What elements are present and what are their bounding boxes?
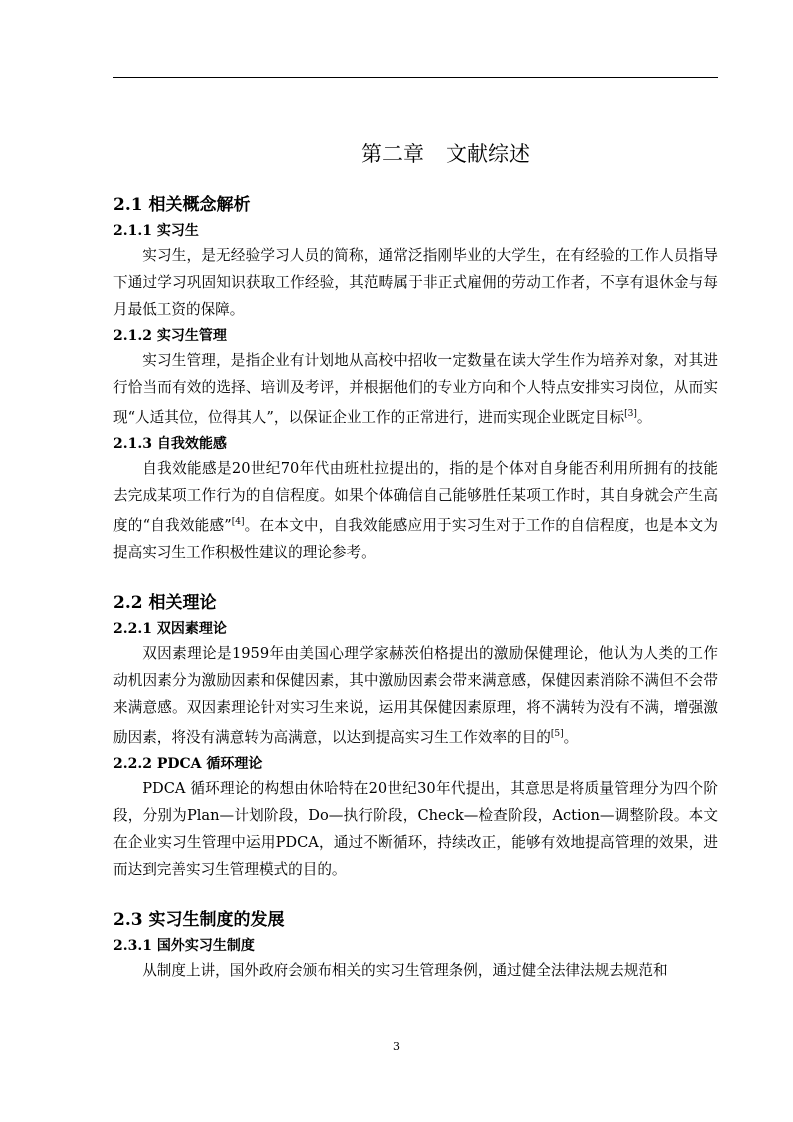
chapter-title <box>113 140 718 168</box>
page-number: 3 <box>393 1040 400 1053</box>
paragraph: 从制度上讲，国外政府会颁布相关的实习生管理条例，通过健全法律法规去规范和 <box>142 961 668 979</box>
paragraph: 自我效能感是20世纪70年代由班杜拉提出的，指的是个体对自身能否利用所拥有的技能去完成某项工作行为的自信程度。如果个体确信自己能够胜任某项工作时，其自身就会产生高度的“自我效能感”[4]。在本文中，自我效能感应用于实习生对于工作的自信程度，也是本文为提高实习生工作积极性建议的理论参考。 <box>113 459 718 561</box>
chapter-name: 文献综述 <box>446 142 530 166</box>
subsection-heading: 2.1.1 实习生 <box>113 223 199 239</box>
paragraph: 实习生，是无经验学习人员的简称，通常泛指刚毕业的大学生，在有经验的工作人员指导下通过学习巩固知识获取工作经验，其范畴属于非正式雇佣的劳动工作者，不享有退休金与每月最低工资的保障。 <box>113 247 718 318</box>
paragraph: 双因素理论是1959年由美国心理学家赫茨伯格提出的激励保健理论，他认为人类的工作动机因素分为激励因素和保健因素，其中激励因素会带来满意感，保健因素消除不满但不会带来满意感。双因素理论针对实习生来说，运用其保健因素原理，将不满转为没有不满，增强激励因素，将没有满意转为高满意，以达到提高实习生工作效率的目的[5]。 <box>113 644 718 746</box>
section-heading: 2.2 相关理论 <box>113 592 217 613</box>
paragraph: 实习生管理，是指企业有计划地从高校中招收一定数量在读大学生作为培养对象，对其进行恰当而有效的选择、培训及考评，并根据他们的专业方向和个人特点安排实习岗位，从而实现“人适其位，位得其人”，以保证企业工作的正常进行，进而实现企业既定目标[3]。 <box>113 352 718 426</box>
subsection-heading: 2.1.2 实习生管理 <box>113 328 227 344</box>
chapter-number: 第二章 <box>361 142 424 166</box>
subsection-heading: 2.2.2 PDCA 循环理论 <box>113 755 263 772</box>
subsection-heading: 2.3.1 国外实习生制度 <box>113 937 255 954</box>
section-heading: 2.1 相关概念解析 <box>113 195 251 215</box>
subsection-heading: 2.1.3 自我效能感 <box>113 435 227 452</box>
header-rule <box>113 77 718 78</box>
section-heading: 2.3 实习生制度的发展 <box>113 909 285 930</box>
subsection-heading: 2.2.1 双因素理论 <box>113 620 227 637</box>
citation: [4] <box>231 516 245 527</box>
paragraph: PDCA 循环理论的构想由休哈特在20世纪30年代提出，其意思是将质量管理分为四个阶段，分别为Plan—计划阶段，Do—执行阶段，Check—检查阶段，Action—调整阶段。本文在企业实习生管理中运用PDCA，通过不断循环，持续改正，能够有效地提高管理的效果，进而达到完善实习生管理模式的目的。 <box>113 779 718 878</box>
citation: [3] <box>624 409 637 419</box>
document-body <box>113 128 718 984</box>
citation: [5] <box>550 728 564 739</box>
